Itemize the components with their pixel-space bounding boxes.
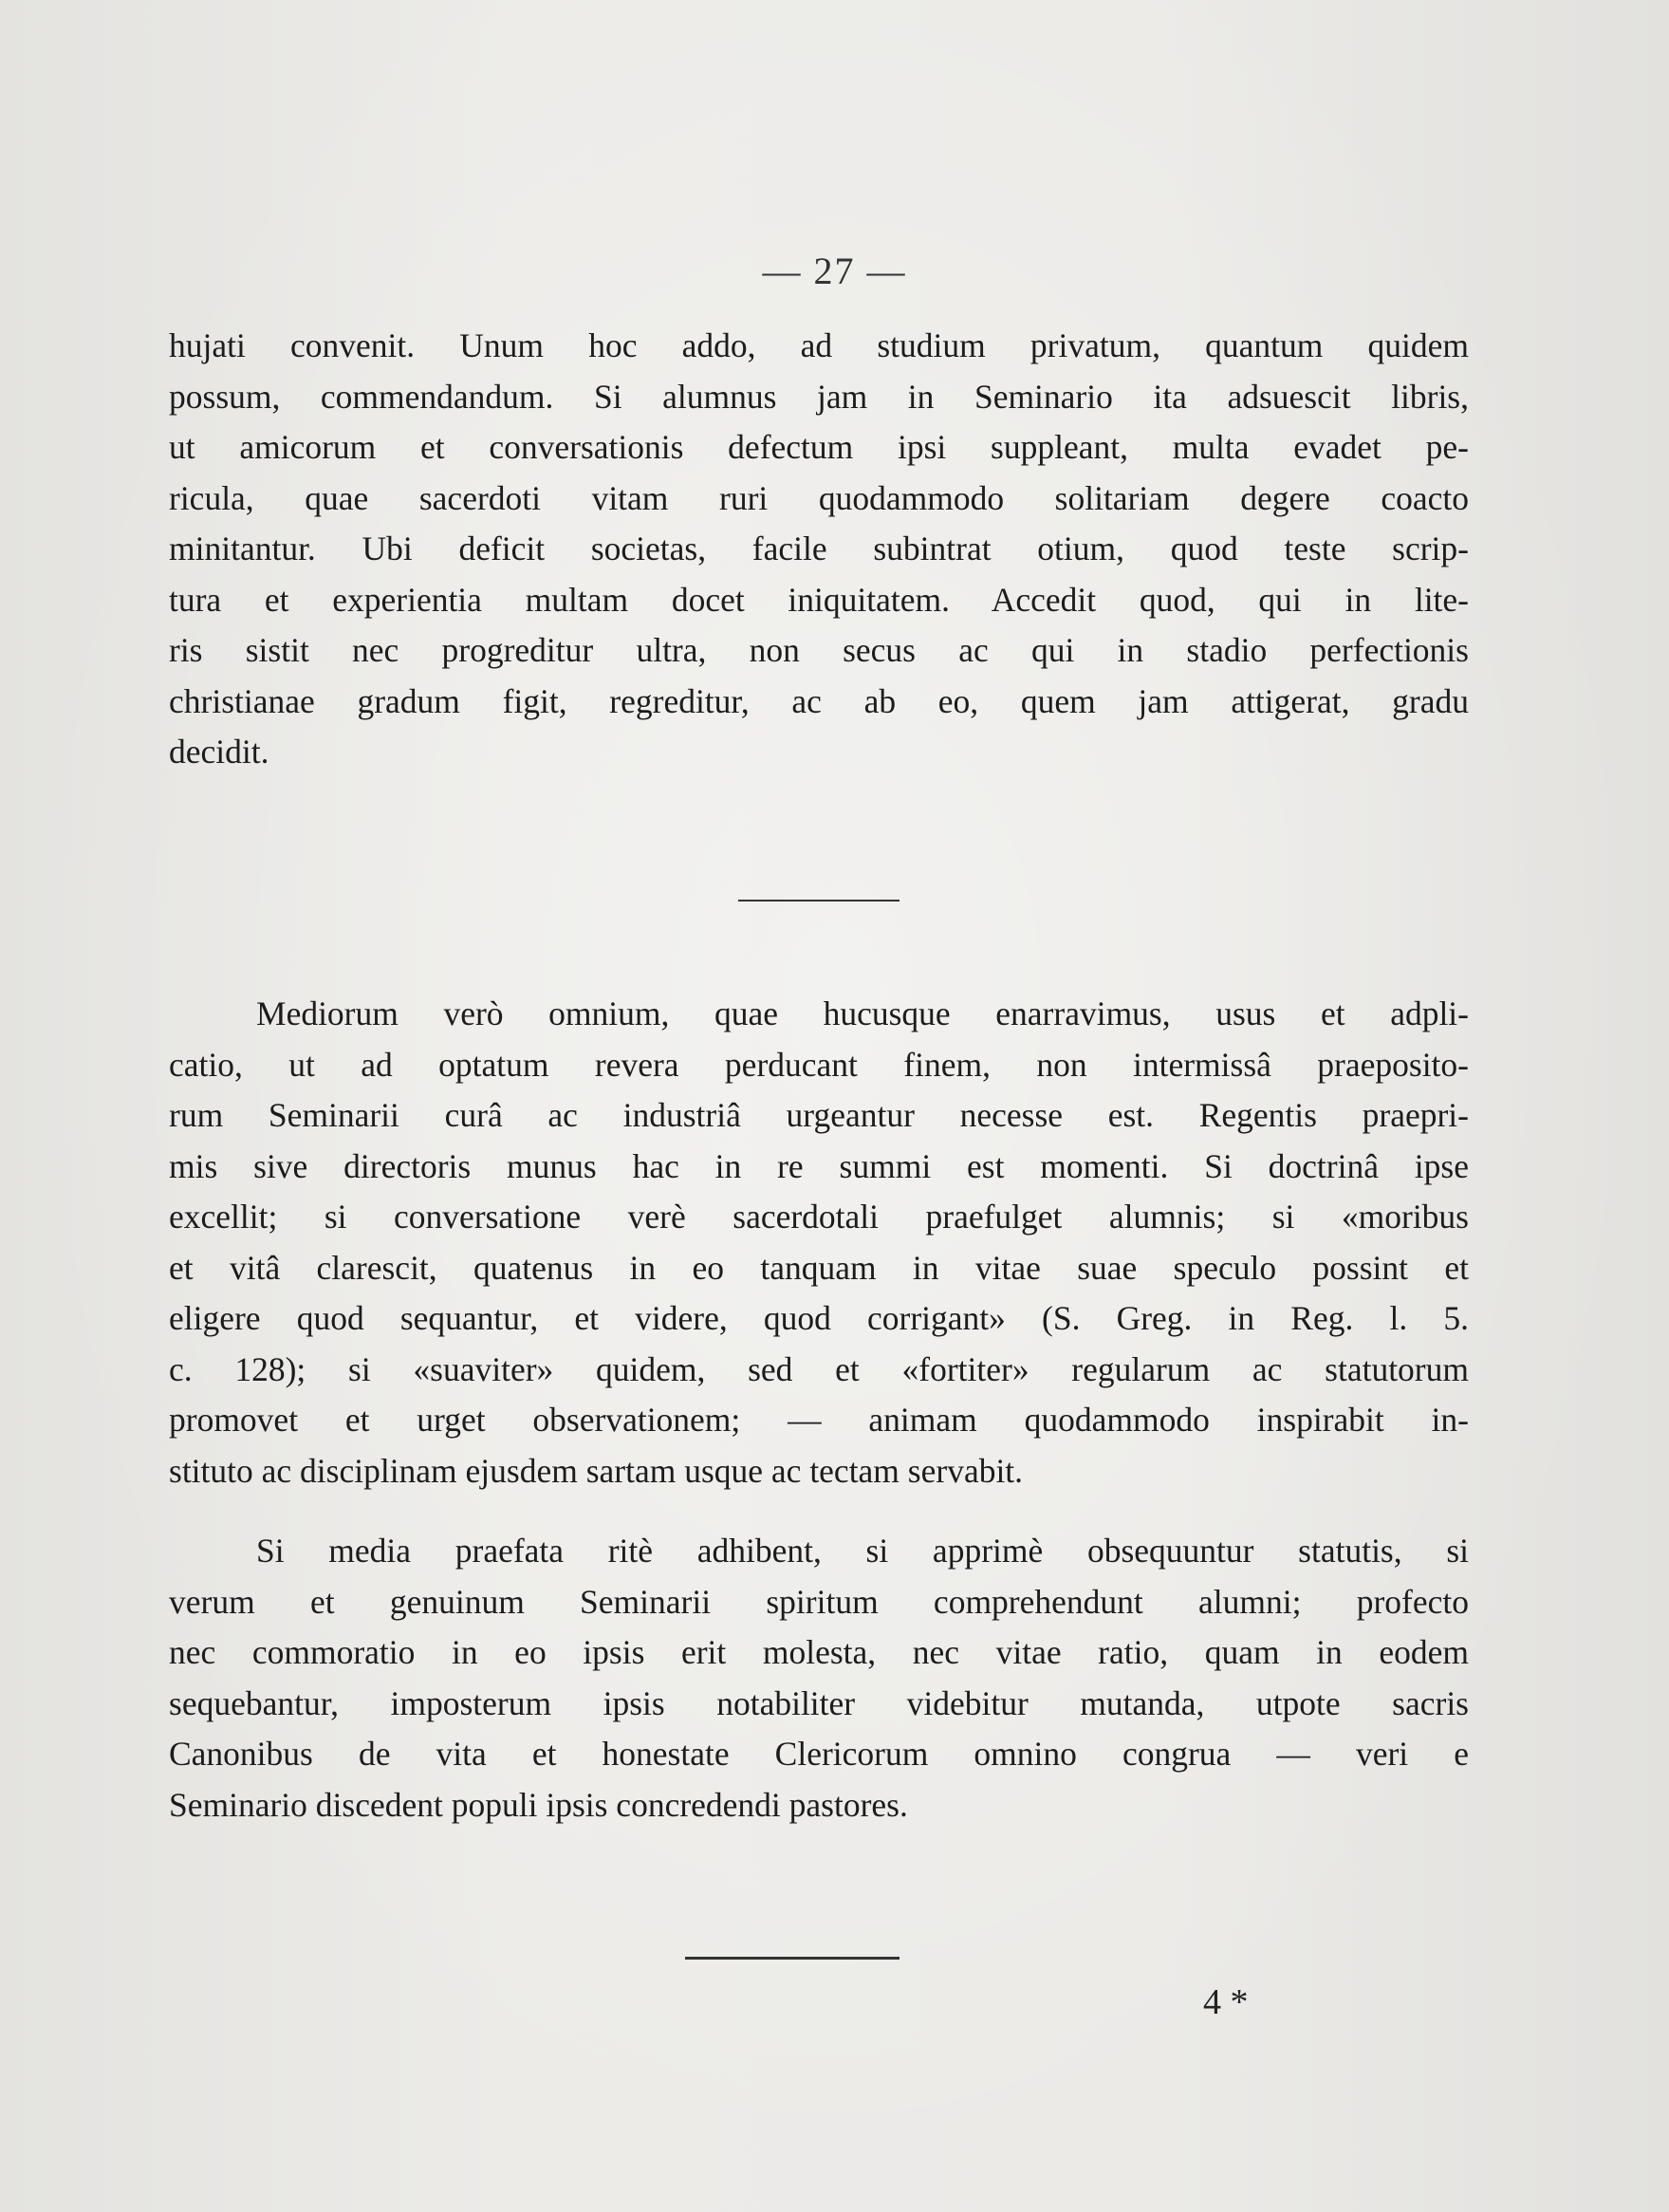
text-line: tura et experientia multam docet iniquitatem. Accedit quod, qui in lite- [169, 580, 1469, 619]
text-line: ris sistit nec progreditur ultra, non secus ac qui in stadio perfectionis [169, 631, 1469, 669]
text-line: decidit. [169, 733, 269, 771]
text-line: et vitâ clarescit, quatenus in eo tanquam in vitae suae speculo possint et [169, 1248, 1469, 1287]
text-line: promovet et urget observationem; — animam quodammodo inspirabit in- [169, 1401, 1469, 1439]
text-line: ricula, quae sacerdoti vitam ruri quodammodo solitariam degere coacto [169, 478, 1469, 517]
text-line: excellit; si conversatione verè sacerdotali praefulget alumnis; si «moribus [169, 1198, 1469, 1236]
text-line: catio, ut ad optatum revera perducant finem, non intermissâ praeposito- [169, 1045, 1469, 1084]
text-line: stituto ac disciplinam ejusdem sartam usque ac tectam servabit. [169, 1451, 1024, 1490]
paragraph-1 [169, 321, 1469, 778]
paragraph-2 [169, 989, 1469, 1496]
paragraph-3 [169, 1526, 1469, 1831]
text-line: Seminario discedent populi ipsis concredendi pastores. [169, 1785, 908, 1824]
text-line: hujati convenit. Unum hoc addo, ad studium privatum, quantum quidem [169, 326, 1469, 364]
text-line: Si media praefata ritè adhibent, si apprimè obsequuntur statutis, si [256, 1532, 1469, 1570]
signature-mark: 4 * [1203, 1982, 1249, 2022]
text-line: ut amicorum et conversationis defectum ipsi suppleant, multa evadet pe- [169, 428, 1469, 466]
text-line: nec commoratio in eo ipsis erit molesta, nec vitae ratio, quam in eodem [169, 1633, 1469, 1671]
text-line: eligere quod sequantur, et videre, quod corrigant» (S. Greg. in Reg. l. 5. [169, 1299, 1469, 1337]
text-line: rum Seminarii curâ ac industriâ urgeantur necesse est. Regentis praepri- [169, 1096, 1469, 1134]
text-line: minitantur. Ubi deficit societas, facile subintrat otium, quod teste scrip- [169, 530, 1469, 567]
text-line: mis sive directoris munus hac in re summi est momenti. Si doctrinâ ipse [169, 1146, 1469, 1185]
section-divider [738, 900, 899, 902]
text-line: verum et genuinum Seminarii spiritum comprehendunt alumni; profecto [169, 1582, 1469, 1621]
text-line: c. 128); si «suaviter» quidem, sed et «fortiter» regularum ac statutorum [169, 1349, 1469, 1388]
text-line: sequebantur, imposterum ipsis notabiliter videbitur mutanda, utpote sacris [169, 1683, 1469, 1722]
text-line: Canonibus de vita et honestate Clericorum omnino congrua — veri e [169, 1735, 1469, 1773]
text-line: christianae gradum figit, regreditur, ac ab eo, quem jam attigerat, gradu [169, 681, 1469, 720]
page-number: — 27 — [762, 250, 907, 292]
text-line: Mediorum verò omnium, quae hucusque enarravimus, usus et adpli- [256, 994, 1469, 1032]
closing-divider [685, 1957, 899, 1960]
text-line: possum, commendandum. Si alumnus jam in Seminario ita adsuescit libris, [169, 377, 1469, 416]
